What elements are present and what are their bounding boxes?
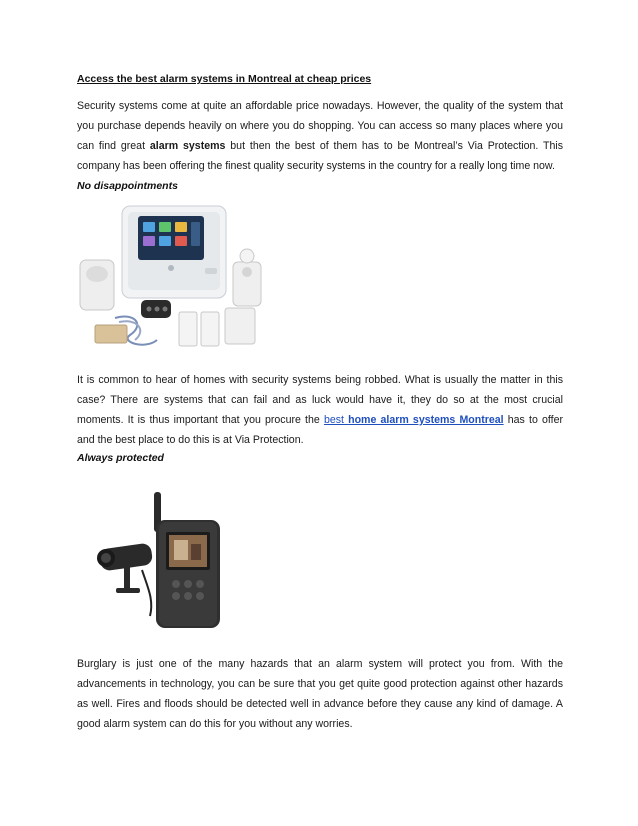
p1-text-start: Security systems come at quite an affordable price nowadays. However, the quality of the system that you purchase depends heavily on where you do shopping. You can access so many places where you can find great [77, 100, 563, 152]
alarm-system-kit-image [75, 200, 285, 360]
paragraph-intro [77, 96, 563, 176]
heading-no-disappointments: No disappointments [77, 180, 178, 192]
main-heading: Access the best alarm systems in Montreal at cheap prices [77, 73, 372, 85]
camera-monitor-image [96, 488, 226, 636]
heading-always-protected: Always protected [77, 452, 164, 464]
home-alarm-systems-link[interactable] [324, 414, 504, 426]
p1-bold-alarm-systems: alarm systems [149, 140, 226, 152]
p2-text-start: It is common to hear of homes with security systems being robbed. What is usually the matter in this case? There are systems that can fail and as luck would have it, they do so at the most crucial moments. It is thus important that you procure the [77, 374, 563, 426]
link-text-bold: home alarm systems Montreal [348, 414, 504, 426]
paragraph-hazards: Burglary is just one of the many hazards that an alarm system will protect you from. With the advancements in technology, you can be sure that you get quite good protection against other hazards as well. Fires and floods should be detected well in advance before they cause any kind of damage. A good alarm system can do this for you without any worries. [77, 658, 563, 730]
link-text-best: best [323, 414, 349, 426]
p1-text-end: but then the best of them has to be Montreal’s Via Protection. This company has been offering the finest quality security systems in the country for a really long time now. [77, 140, 564, 172]
p2-text-end: has to offer and the best place to do this is at Via Protection. [77, 414, 563, 446]
paragraph-failures [77, 370, 563, 450]
